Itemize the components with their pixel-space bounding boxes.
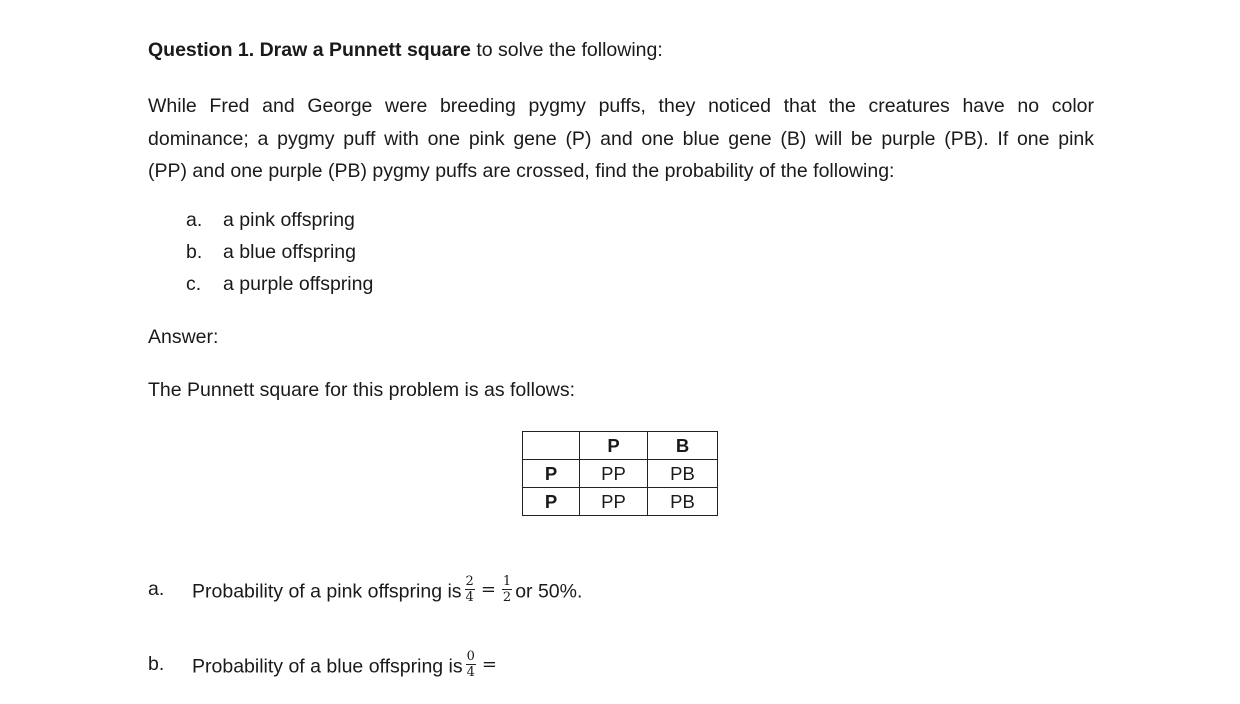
fraction-denominator: 2 (502, 590, 512, 605)
fraction-denominator: 4 (466, 665, 475, 680)
punnett-row-header: P (523, 488, 580, 516)
option-label: a. (186, 209, 203, 231)
punnett-row-header: P (523, 460, 580, 488)
fraction (466, 650, 476, 679)
equals-sign: = (480, 578, 496, 600)
punnett-corner-cell (523, 432, 580, 460)
option-text: a pink offspring (223, 209, 355, 231)
punnett-row (523, 460, 718, 488)
punnett-cell: PB (648, 488, 718, 516)
problem-paragraph (148, 90, 1094, 188)
equals-sign: = (481, 653, 498, 675)
option-text: a purple offspring (223, 273, 374, 295)
option-label: b. (186, 241, 203, 263)
punnett-row (523, 488, 718, 516)
option-label: c. (186, 273, 202, 295)
fraction (465, 575, 475, 604)
answer-item-body (192, 574, 583, 607)
paragraph-line: (PP) and one purple (PB) pygmy puffs are crossed, find the probability of the following: (148, 160, 895, 182)
answer-item-body (192, 649, 500, 682)
fraction-denominator: 4 (465, 590, 474, 605)
answer-item-suffix: or 50%. (515, 580, 583, 603)
punnett-cell: PP (580, 488, 648, 516)
answer-item-text: Probability of a pink offspring is (192, 580, 462, 603)
punnett-intro: The Punnett square for this problem is as follows: (148, 379, 576, 401)
option-a (186, 209, 355, 232)
punnett-cell: PB (648, 460, 718, 488)
punnett-header-row (523, 432, 718, 460)
answer-item-text: Probability of a blue offspring is (192, 655, 463, 678)
fraction-numerator: 0 (466, 649, 475, 664)
fraction (502, 575, 512, 604)
answer-label: Answer: (148, 326, 219, 348)
paragraph-line: dominance; a pygmy puff with one pink gene (P) and one blue gene (B) will be purple (PB). If one pink (148, 127, 1094, 150)
fraction-numerator: 2 (465, 574, 474, 589)
option-text: a blue offspring (223, 241, 356, 263)
punnett-col-header: P (580, 432, 648, 460)
punnett-square (522, 431, 718, 516)
question-heading (148, 39, 663, 62)
fraction-numerator: 1 (502, 574, 512, 589)
answer-item-label: a. (148, 578, 165, 600)
option-c (186, 273, 373, 296)
question-heading-bold: Question 1. Draw a Punnett square (148, 39, 471, 61)
question-heading-rest: to solve the following: (470, 39, 663, 61)
answer-item-label: b. (148, 653, 165, 675)
paragraph-line: While Fred and George were breeding pygmy puffs, they noticed that the creatures have no color (148, 95, 1094, 117)
punnett-cell: PP (580, 460, 648, 488)
option-b (186, 241, 356, 264)
punnett-col-header: B (648, 432, 718, 460)
